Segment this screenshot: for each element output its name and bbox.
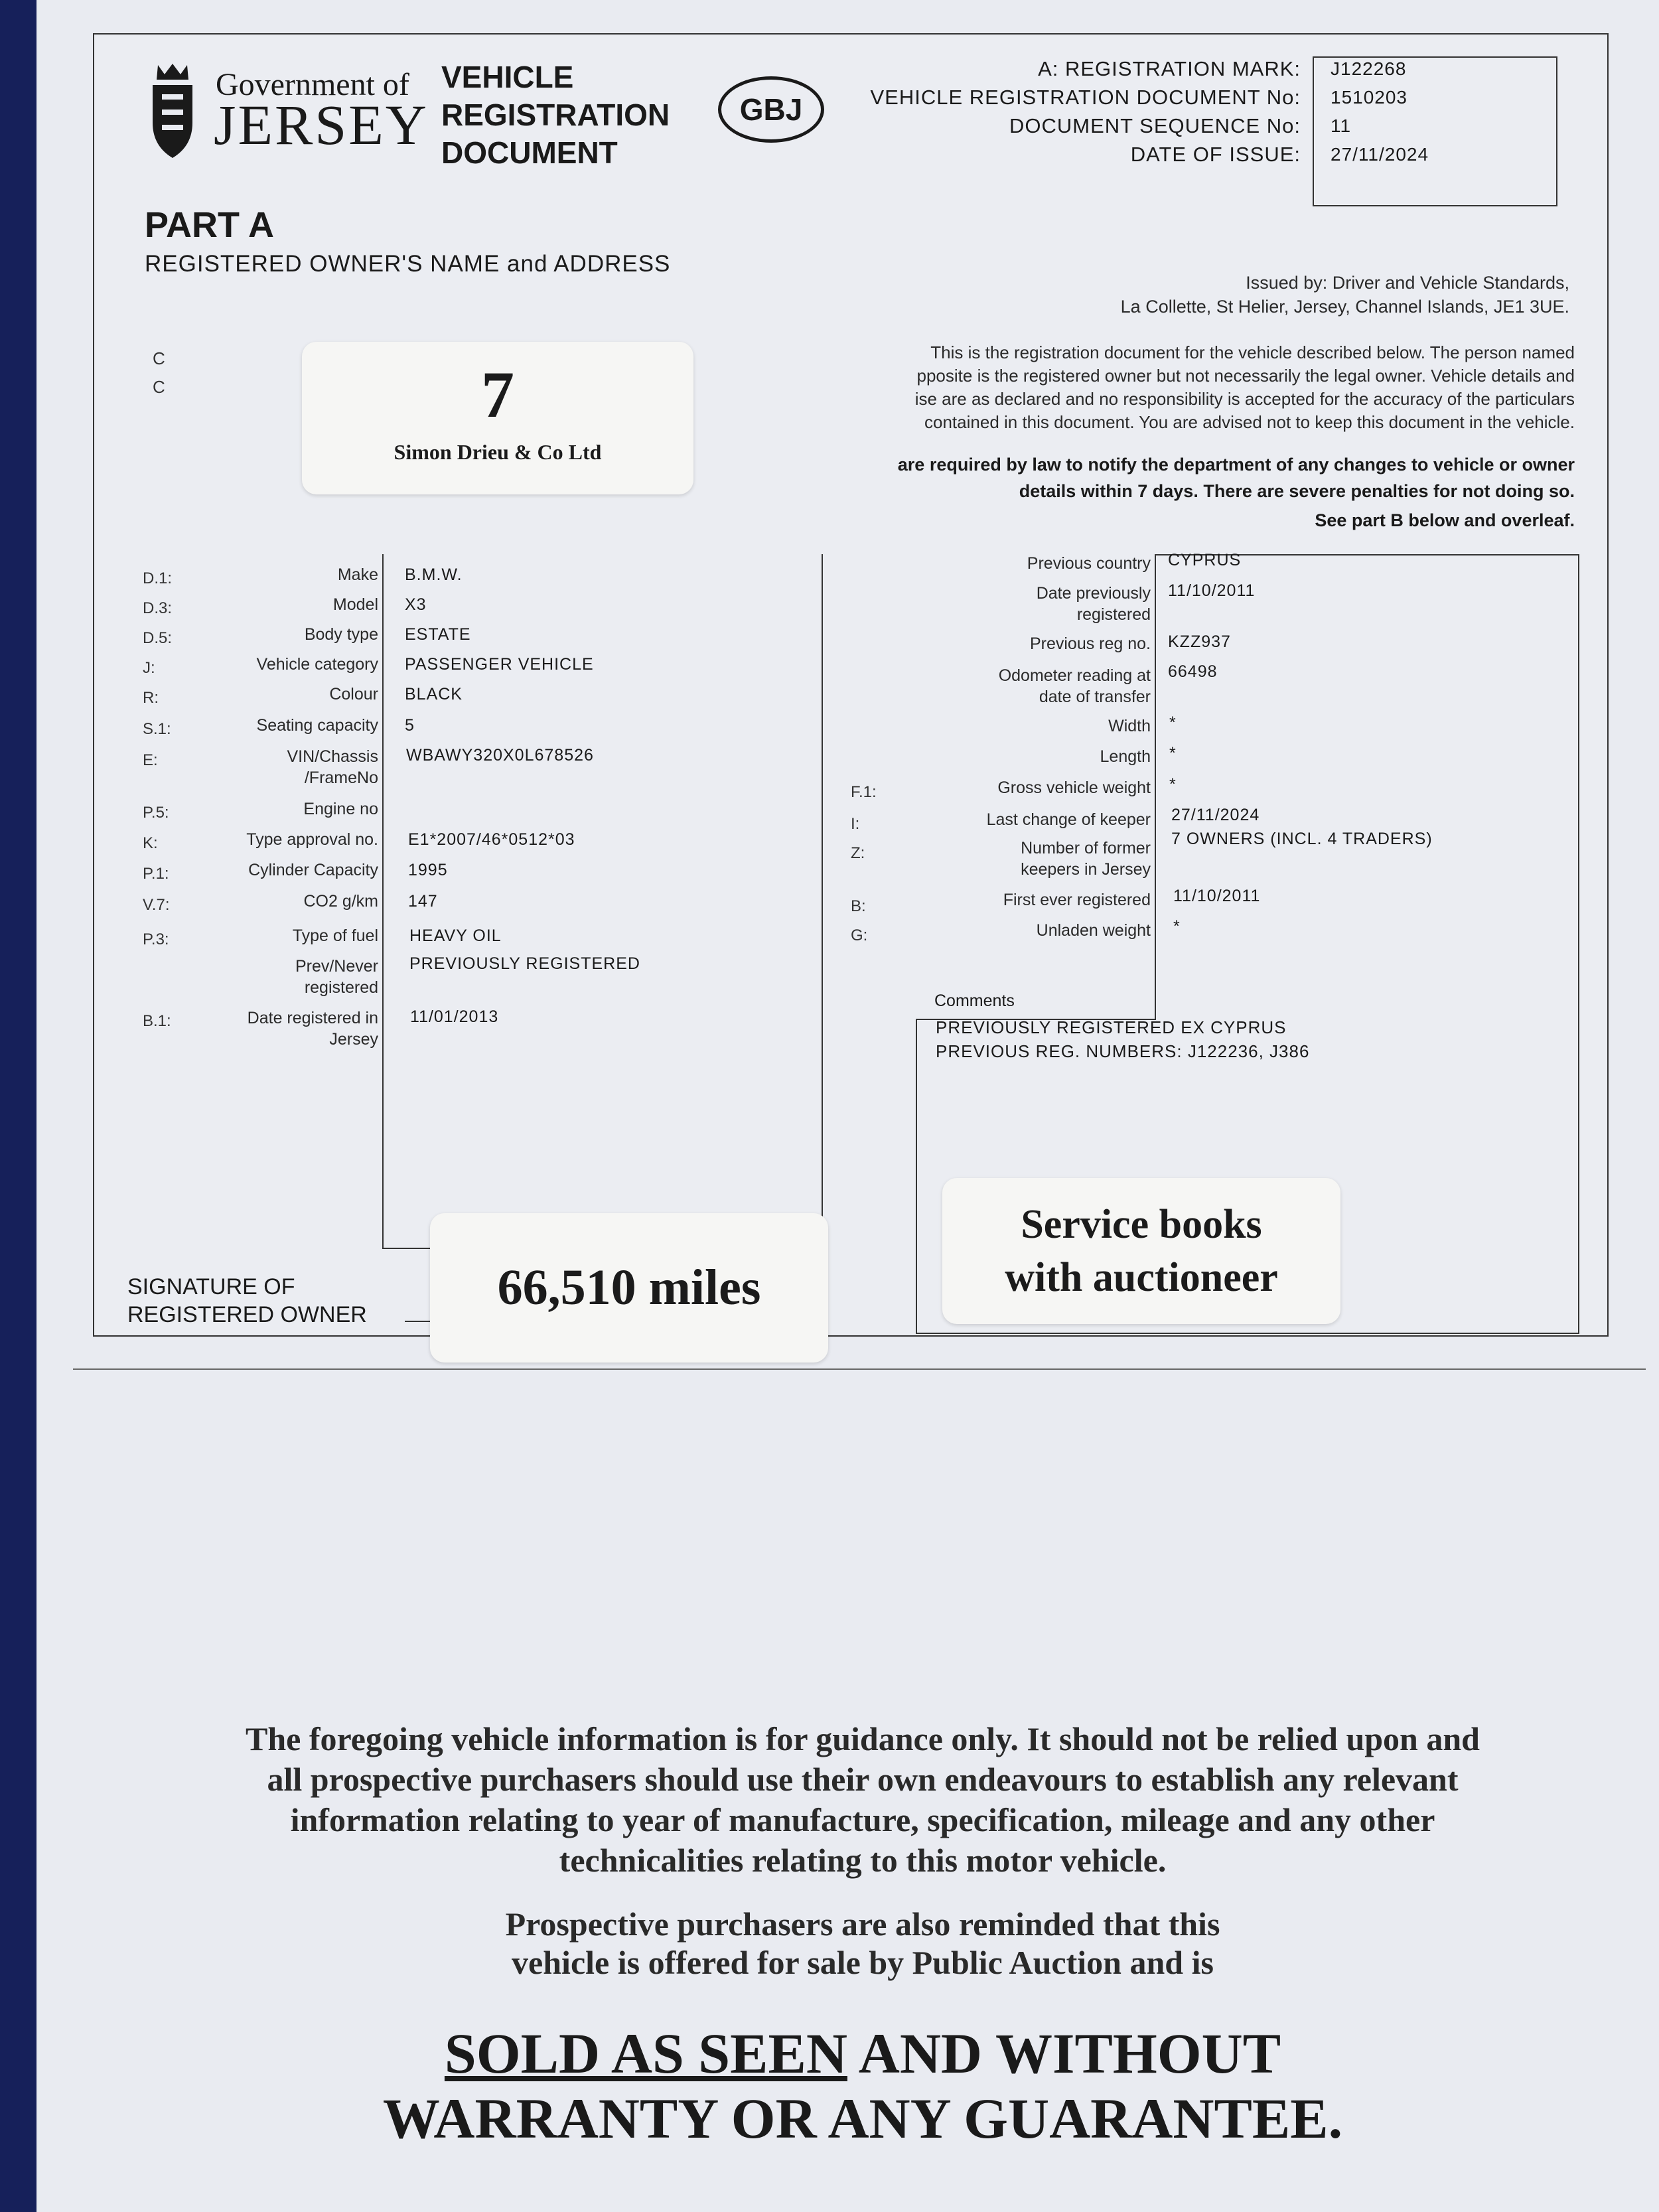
header-field-values xyxy=(1331,54,1429,169)
field-value: 11/10/2011 xyxy=(1173,887,1261,905)
service-sticker-line: with auctioneer xyxy=(1005,1255,1278,1300)
reminder-line: Prospective purchasers are also reminded that this xyxy=(505,1905,1220,1943)
right-panel-right-edge xyxy=(1578,554,1579,1334)
notice-line: pposite is the registered owner but not necessarily the legal owner. Vehicle details and xyxy=(916,366,1575,386)
reg-mark-value: J122268 xyxy=(1331,58,1407,79)
dealer-name: Simon Drieu & Co Ltd xyxy=(394,440,602,464)
field-code: P.3: xyxy=(143,930,169,948)
field-label: Type of fuel xyxy=(292,926,378,945)
service-books-sticker xyxy=(942,1178,1340,1324)
comments-box-bottom xyxy=(916,1333,1579,1334)
lot-sticker xyxy=(302,342,693,494)
field-value: BLACK xyxy=(405,685,463,703)
reminder xyxy=(133,1905,1593,1982)
sold-as-seen-rest: AND WITHOUT xyxy=(847,2022,1281,2085)
field-code: B.1: xyxy=(143,1012,171,1030)
warning-line: See part B below and overleaf. xyxy=(1315,510,1575,530)
disclaimer-line: technicalities relating to this motor vehicle. xyxy=(559,1842,1167,1879)
signature-label-line: REGISTERED OWNER xyxy=(127,1302,367,1327)
service-sticker-line: Service books xyxy=(1021,1202,1262,1247)
signature-label-line: SIGNATURE OF xyxy=(127,1274,295,1299)
field-value: HEAVY OIL xyxy=(409,926,502,945)
issued-by-line: Issued by: Driver and Vehicle Standards, xyxy=(1246,273,1569,293)
comment-line: PREVIOUSLY REGISTERED EX CYPRUS xyxy=(936,1017,1287,1037)
header-field-labels xyxy=(849,54,1301,169)
reminder-line: vehicle is offered for sale by Public Auction and is xyxy=(512,1944,1214,1981)
field-code: E: xyxy=(143,751,158,769)
field-label: Type approval no. xyxy=(246,830,378,849)
field-label: Gross vehicle weight xyxy=(997,778,1151,797)
field-label: Colour xyxy=(329,685,378,703)
field-value: E1*2007/46*0512*03 xyxy=(408,830,575,849)
doc-title xyxy=(441,58,670,172)
doc-title-line: DOCUMENT xyxy=(441,135,618,170)
field-label: Width xyxy=(1108,717,1151,735)
sold-as-seen-underlined: SOLD AS SEEN xyxy=(444,2022,847,2085)
jersey-crest-icon xyxy=(139,60,206,159)
field-value: 7 OWNERS (INCL. 4 TRADERS) xyxy=(1171,830,1433,848)
field-value: ESTATE xyxy=(405,625,471,644)
field-label: Body type xyxy=(304,625,378,644)
field-value: 147 xyxy=(408,892,438,911)
issued-by-line: La Collette, St Helier, Jersey, Channel Islands, JE1 3UE. xyxy=(1120,297,1569,317)
field-code: I: xyxy=(851,815,860,833)
owner-initial: C xyxy=(153,377,165,397)
field-code: D.5: xyxy=(143,629,173,647)
field-code: G: xyxy=(851,926,868,944)
field-label: Date previously registered xyxy=(1036,584,1151,624)
notice-line: This is the registration document for the vehicle described below. The person named xyxy=(930,342,1575,362)
document-bottom-edge xyxy=(73,1368,1646,1370)
field-code: F.1: xyxy=(851,783,877,801)
notice-line: contained in this document. You are advised not to keep this document in the vehicle. xyxy=(924,412,1575,432)
field-label: Previous reg no. xyxy=(1029,634,1151,653)
field-label: First ever registered xyxy=(1003,891,1151,909)
mileage-sticker xyxy=(430,1213,828,1363)
field-value: * xyxy=(1169,744,1177,763)
gov-small-label: Government of xyxy=(216,67,409,102)
field-value: 27/11/2024 xyxy=(1171,806,1260,824)
sold-as-seen-line2: WARRANTY OR ANY GUARANTEE. xyxy=(382,2087,1343,2150)
field-value: * xyxy=(1169,713,1177,732)
field-label: Odometer reading at date of transfer xyxy=(998,666,1151,706)
part-title: PART A xyxy=(145,205,274,245)
notice-line: ise are as declared and no responsibility is accepted for the accuracy of the particulars xyxy=(914,389,1575,409)
field-code: V.7: xyxy=(143,896,170,914)
legal-warning xyxy=(816,451,1575,534)
doc-title-line: REGISTRATION xyxy=(441,98,670,132)
field-value: * xyxy=(1169,775,1177,794)
field-label: CO2 g/km xyxy=(303,892,378,911)
lot-number: 7 xyxy=(481,358,514,431)
doc-no-label: VEHICLE REGISTRATION DOCUMENT No: xyxy=(870,86,1301,109)
sold-as-seen-line1 xyxy=(133,2021,1593,2086)
field-value: X3 xyxy=(405,595,427,614)
field-label: Length xyxy=(1100,747,1151,766)
right-panel-divider xyxy=(1155,554,1156,1019)
notice-text xyxy=(816,341,1575,434)
disclaimer-line: all prospective purchasers should use their own endeavours to establish any relevant xyxy=(267,1761,1459,1798)
field-label: Make xyxy=(337,565,378,584)
comments-label: Comments xyxy=(934,992,1015,1010)
owner-initial: C xyxy=(153,348,165,368)
issue-date-label: DATE OF ISSUE: xyxy=(1130,143,1301,166)
field-label: VIN/Chassis /FrameNo xyxy=(287,747,378,787)
left-panel-right-edge xyxy=(822,554,823,1248)
field-code: P.5: xyxy=(143,804,169,822)
field-label: Last change of keeper xyxy=(986,810,1151,829)
seq-no-value: 11 xyxy=(1331,115,1352,136)
field-label: Date registered in Jersey xyxy=(247,1009,378,1049)
field-code: J: xyxy=(143,659,155,677)
field-code: D.1: xyxy=(143,569,173,587)
reg-mark-label: A: REGISTRATION MARK: xyxy=(1038,57,1301,80)
field-code: B: xyxy=(851,897,866,915)
field-value: WBAWY320X0L678526 xyxy=(406,746,594,765)
field-code: P.1: xyxy=(143,865,169,883)
field-label: Unladen weight xyxy=(1036,921,1151,940)
comments-box-left xyxy=(916,1019,917,1334)
field-value: PREVIOUSLY REGISTERED xyxy=(409,954,640,973)
issued-by xyxy=(929,271,1569,319)
field-label: Vehicle category xyxy=(256,655,378,674)
field-code: Z: xyxy=(851,844,865,862)
field-label: Model xyxy=(332,595,378,614)
signature-line xyxy=(405,1321,431,1322)
disclaimer-line: The foregoing vehicle information is for guidance only. It should not be relied upon and xyxy=(246,1720,1480,1757)
sold-as-seen xyxy=(133,2021,1593,2151)
warning-line: are required by law to notify the department of any changes to vehicle or owner xyxy=(897,455,1575,475)
field-code: K: xyxy=(143,834,158,852)
field-value: B.M.W. xyxy=(405,565,463,584)
field-value: * xyxy=(1173,917,1181,936)
field-label: Number of former keepers in Jersey xyxy=(1021,839,1151,879)
field-code: S.1: xyxy=(143,720,171,738)
field-value: PASSENGER VEHICLE xyxy=(405,655,594,674)
field-label: Previous country xyxy=(1027,554,1151,573)
field-value: 66498 xyxy=(1168,662,1218,681)
signature-label xyxy=(127,1273,367,1329)
country-code: GBJ xyxy=(739,92,803,127)
doc-no-value: 1510203 xyxy=(1331,87,1408,108)
field-code: D.3: xyxy=(143,599,173,617)
comment-line: PREVIOUS REG. NUMBERS: J122236, J386 xyxy=(936,1041,1310,1061)
field-label: Seating capacity xyxy=(256,716,378,735)
comments-text xyxy=(936,1015,1309,1063)
field-value: KZZ937 xyxy=(1168,632,1231,651)
gov-jersey-label: JERSEY xyxy=(214,93,429,157)
disclaimer xyxy=(133,1719,1593,1881)
field-value: 1995 xyxy=(408,861,448,879)
issue-date-value: 27/11/2024 xyxy=(1331,144,1429,165)
field-value: 11/10/2011 xyxy=(1168,581,1256,600)
part-subtitle: REGISTERED OWNER'S NAME and ADDRESS xyxy=(145,251,671,277)
field-label: Engine no xyxy=(303,800,378,818)
warning-line: details within 7 days. There are severe penalties for not doing so. xyxy=(1019,481,1575,501)
field-label: Prev/Never registered xyxy=(295,957,378,997)
field-code: R: xyxy=(143,689,159,707)
left-panel-divider xyxy=(382,554,384,1248)
seq-no-label: DOCUMENT SEQUENCE No: xyxy=(1009,114,1301,137)
disclaimer-line: information relating to year of manufacture, specification, mileage and any other xyxy=(290,1801,1435,1838)
mileage-text: 66,510 miles xyxy=(497,1260,761,1315)
country-code-badge xyxy=(718,76,824,143)
field-value: 5 xyxy=(405,716,415,735)
doc-title-line: VEHICLE xyxy=(441,60,574,94)
field-value: CYPRUS xyxy=(1168,551,1242,569)
field-label: Cylinder Capacity xyxy=(248,861,378,879)
field-value: 11/01/2013 xyxy=(410,1007,499,1026)
